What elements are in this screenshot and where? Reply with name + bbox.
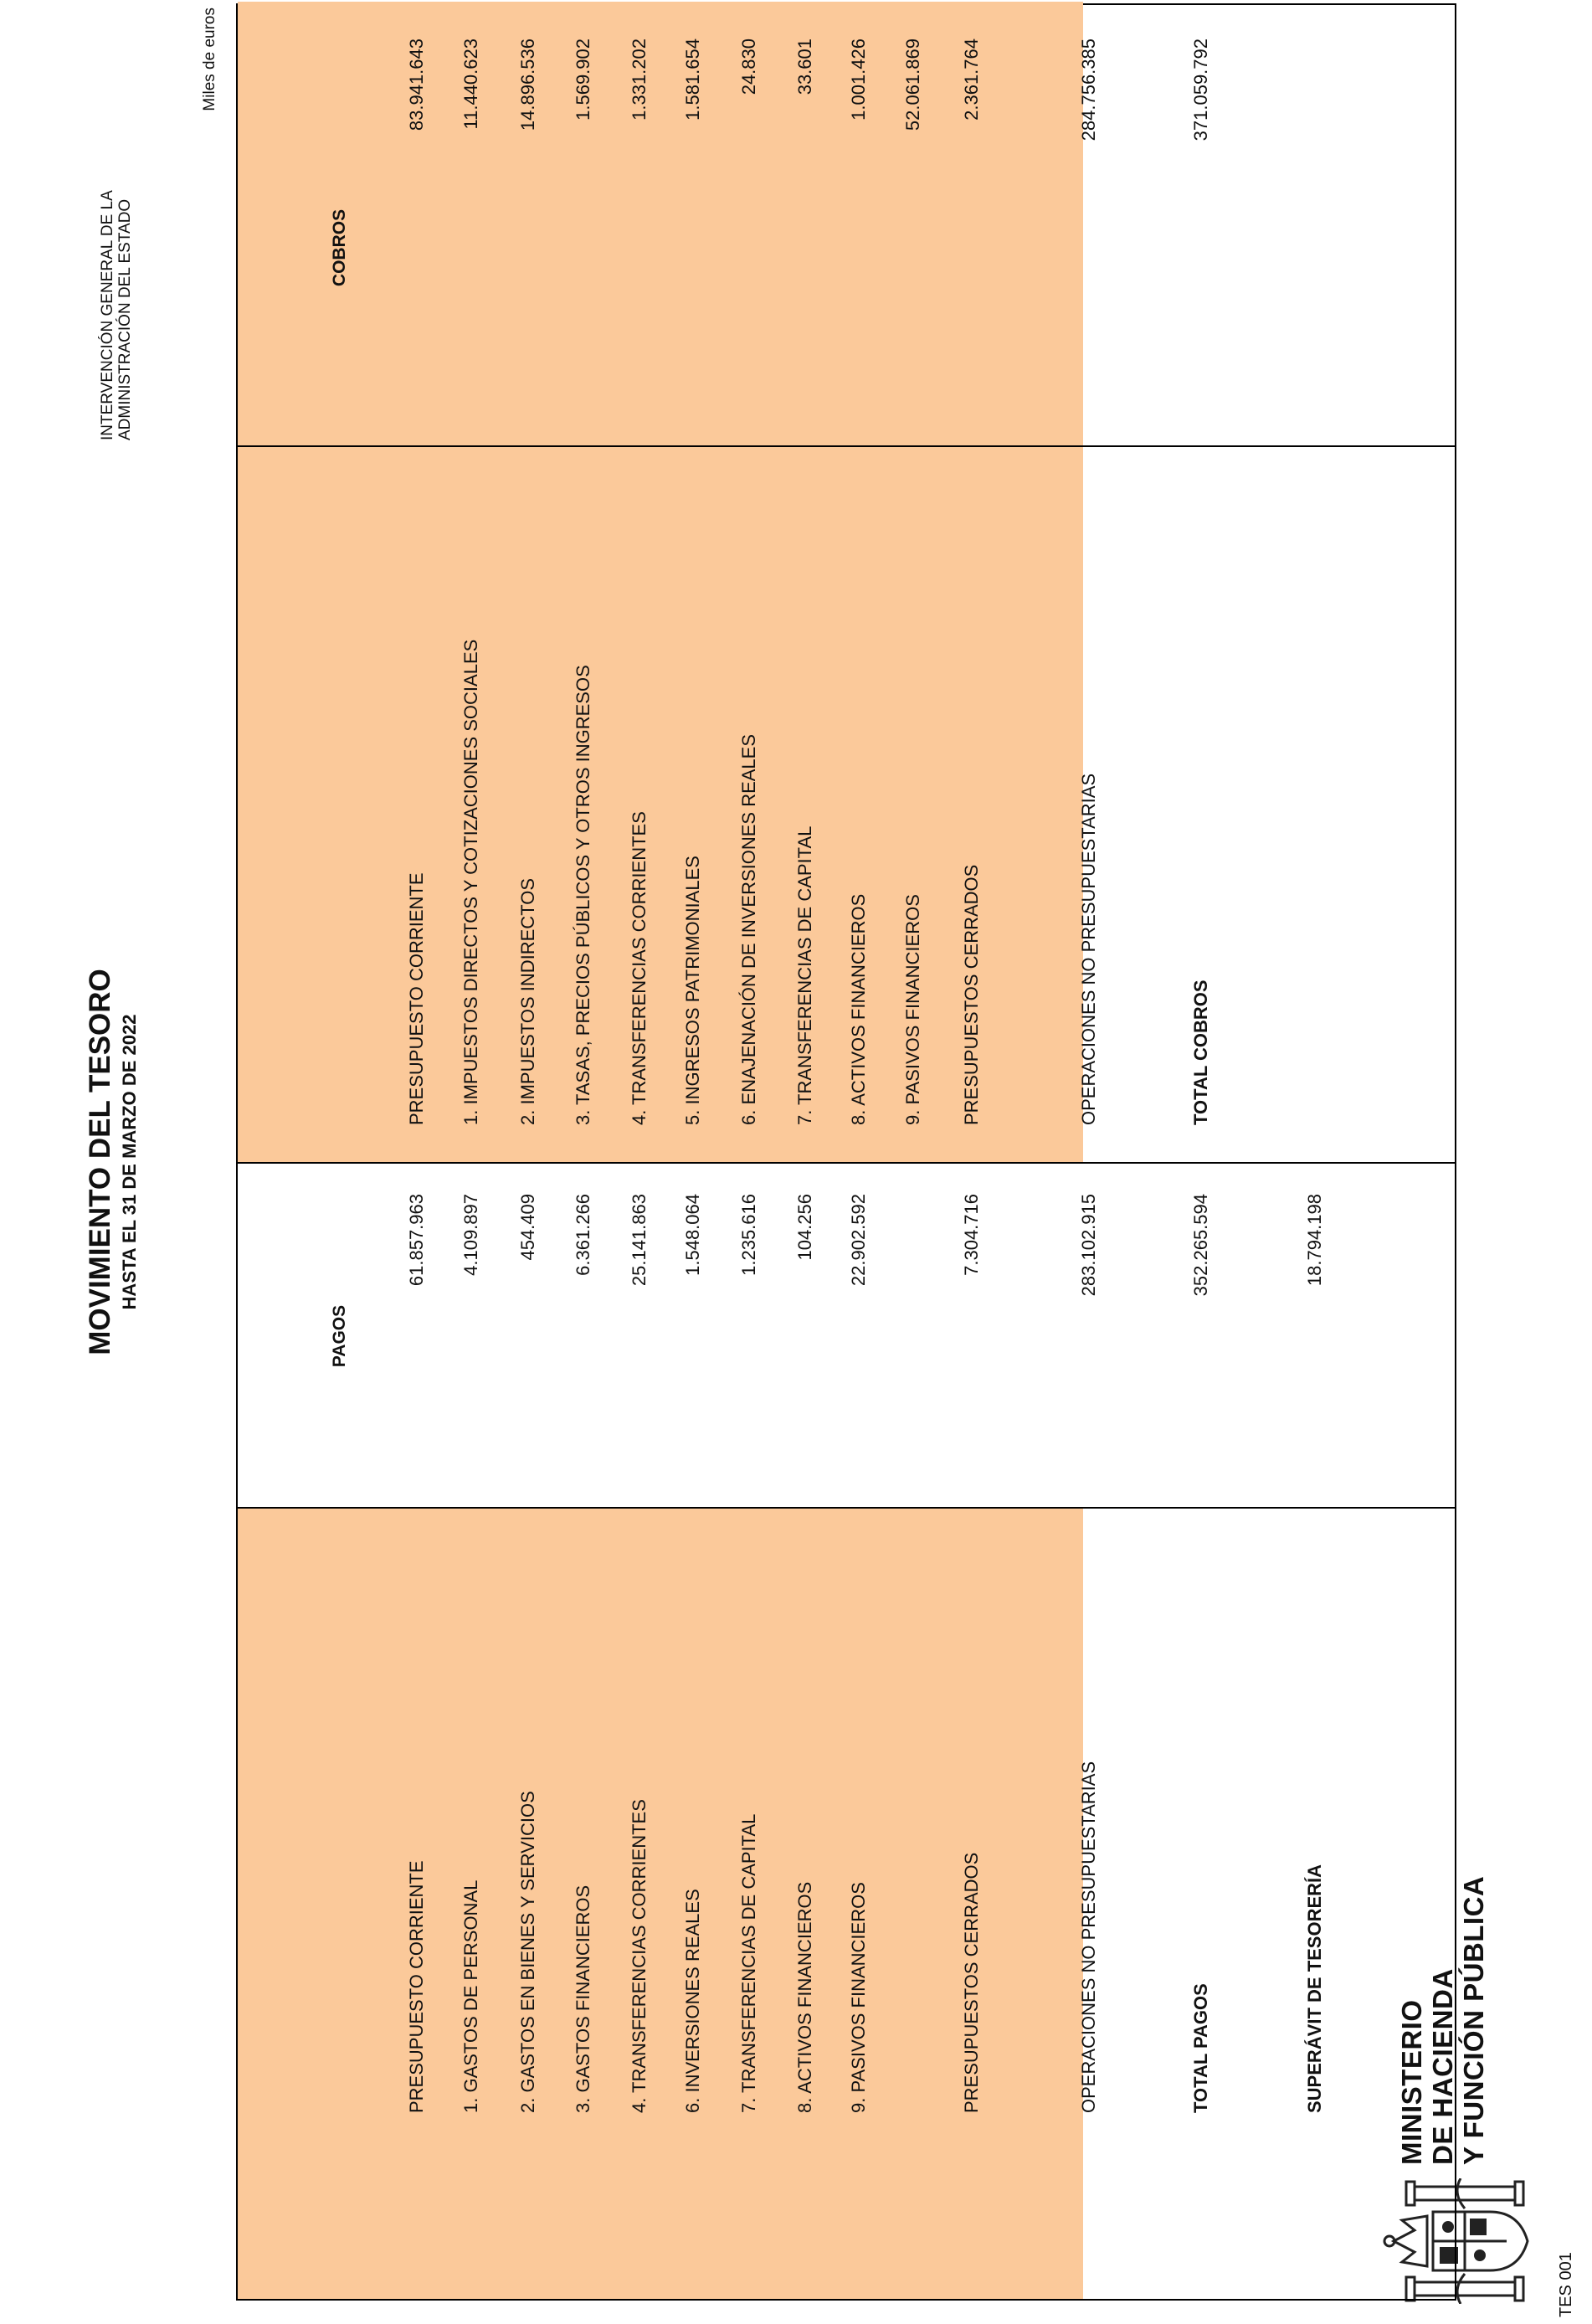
cobros-label: OPERACIONES NO PRESUPUESTARIAS — [1078, 773, 1099, 1125]
total-cobros-label: TOTAL COBROS — [1190, 979, 1211, 1125]
cobros-label: 1. IMPUESTOS DIRECTOS Y COTIZACIONES SOCIALES — [460, 639, 481, 1125]
cobros-label: 5. INGRESOS PATRIMONIALES — [682, 856, 703, 1125]
pagos-value: 104.256 — [794, 1194, 815, 1261]
page-subtitle: HASTA EL 31 DE MARZO DE 2022 — [119, 1014, 140, 1310]
cobros-value: 14.896.536 — [517, 39, 538, 131]
igae-line-2: ADMINISTRACIÓN DEL ESTADO — [116, 198, 134, 440]
cobros-value: 24.830 — [738, 39, 759, 95]
ministry-line-1: MINISTERIO — [1396, 1999, 1427, 2165]
igae-label — [99, 190, 134, 440]
cobros-value: 1.569.902 — [573, 39, 593, 121]
ministry-line-2: DE HACIENDA — [1427, 1968, 1458, 2165]
page-title: MOVIMIENTO DEL TESORO — [84, 969, 116, 1355]
cobros-label: 4. TRANSFERENCIAS CORRIENTES — [629, 811, 650, 1125]
cobros-label: 6. ENAJENACIÓN DE INVERSIONES REALES — [738, 733, 759, 1125]
pagos-label: PRESUPUESTOS CERRADOS — [961, 1852, 982, 2113]
cobros-value: 83.941.643 — [406, 39, 427, 131]
pagos-label: 7. TRANSFERENCIAS DE CAPITAL — [738, 1813, 759, 2113]
pagos-label: 1. GASTOS DE PERSONAL — [460, 1879, 481, 2113]
pagos-value: 283.102.915 — [1078, 1194, 1099, 1297]
header-band — [238, 5, 1083, 2299]
pagos-value: 25.141.863 — [629, 1194, 650, 1287]
pagos-value: 454.409 — [517, 1194, 538, 1261]
pagos-value: 4.109.897 — [460, 1194, 481, 1276]
cobros-column-header: COBROS — [330, 208, 349, 287]
cobros-label: 8. ACTIVOS FINANCIEROS — [848, 893, 869, 1125]
pagos-label: OPERACIONES NO PRESUPUESTARIAS — [1078, 1761, 1099, 2113]
cobros-label: PRESUPUESTO CORRIENTE — [406, 872, 427, 1125]
units-label: Miles de euros — [201, 8, 218, 111]
igae-line-1: INTERVENCIÓN GENERAL DE LA — [99, 190, 116, 440]
divider-pagos-right — [238, 1162, 1455, 1164]
cobros-value: 1.331.202 — [629, 39, 650, 121]
pagos-label: 4. TRANSFERENCIAS CORRIENTES — [629, 1799, 650, 2113]
pagos-value: 6.361.266 — [573, 1194, 593, 1276]
cobros-value: 52.061.869 — [902, 39, 923, 131]
pagos-label: 2. GASTOS EN BIENES Y SERVICIOS — [517, 1791, 538, 2113]
pagos-label: 8. ACTIVOS FINANCIEROS — [794, 1881, 815, 2113]
cobros-label: 7. TRANSFERENCIAS DE CAPITAL — [794, 825, 815, 1125]
cobros-label: 2. IMPUESTOS INDIRECTOS — [517, 877, 538, 1125]
ministry-line-3: Y FUNCIÓN PÚBLICA — [1458, 1875, 1489, 2165]
pagos-label: 9. PASIVOS FINANCIEROS — [848, 1882, 869, 2113]
pagos-label: 3. GASTOS FINANCIEROS — [573, 1884, 593, 2113]
cobros-value: 33.601 — [794, 39, 815, 95]
cobros-value: 1.001.426 — [848, 39, 869, 121]
divider-cobros-left — [238, 445, 1455, 447]
pagos-value: 61.857.963 — [406, 1194, 427, 1287]
document-code: TES 001 — [1557, 2252, 1575, 2317]
cobros-label: 9. PASIVOS FINANCIEROS — [902, 894, 923, 1125]
cobros-value: 284.756.385 — [1078, 39, 1099, 141]
pagos-label: PRESUPUESTO CORRIENTE — [406, 1860, 427, 2113]
pagos-value: 1.548.064 — [682, 1194, 703, 1276]
pagos-value: 22.902.592 — [848, 1194, 869, 1287]
superavit-value: 18.794.198 — [1304, 1194, 1325, 1287]
pagos-column-header: PAGOS — [330, 1304, 349, 1368]
total-cobros-value: 371.059.792 — [1190, 39, 1211, 141]
pagos-label: 6. INVERSIONES REALES — [682, 1889, 703, 2113]
cobros-value: 11.440.623 — [460, 39, 481, 130]
pagos-band — [238, 1509, 1083, 2299]
total-pagos-label: TOTAL PAGOS — [1190, 1983, 1211, 2113]
cobros-value: 2.361.764 — [961, 39, 982, 121]
treasury-table — [236, 3, 1456, 2301]
pagos-value: 7.304.716 — [961, 1194, 982, 1276]
pagos-value: 1.235.616 — [738, 1194, 759, 1276]
superavit-label: SUPERÁVIT DE TESORERÍA — [1304, 1864, 1325, 2113]
cobros-band — [238, 2, 1083, 1164]
cobros-label: 3. TASAS, PRECIOS PÚBLICOS Y OTROS INGRESOS — [573, 665, 593, 1125]
total-pagos-value: 352.265.594 — [1190, 1194, 1211, 1297]
divider-pagos-left — [238, 1507, 1455, 1509]
cobros-label: PRESUPUESTOS CERRADOS — [961, 864, 982, 1125]
cobros-value: 1.581.654 — [682, 39, 703, 121]
